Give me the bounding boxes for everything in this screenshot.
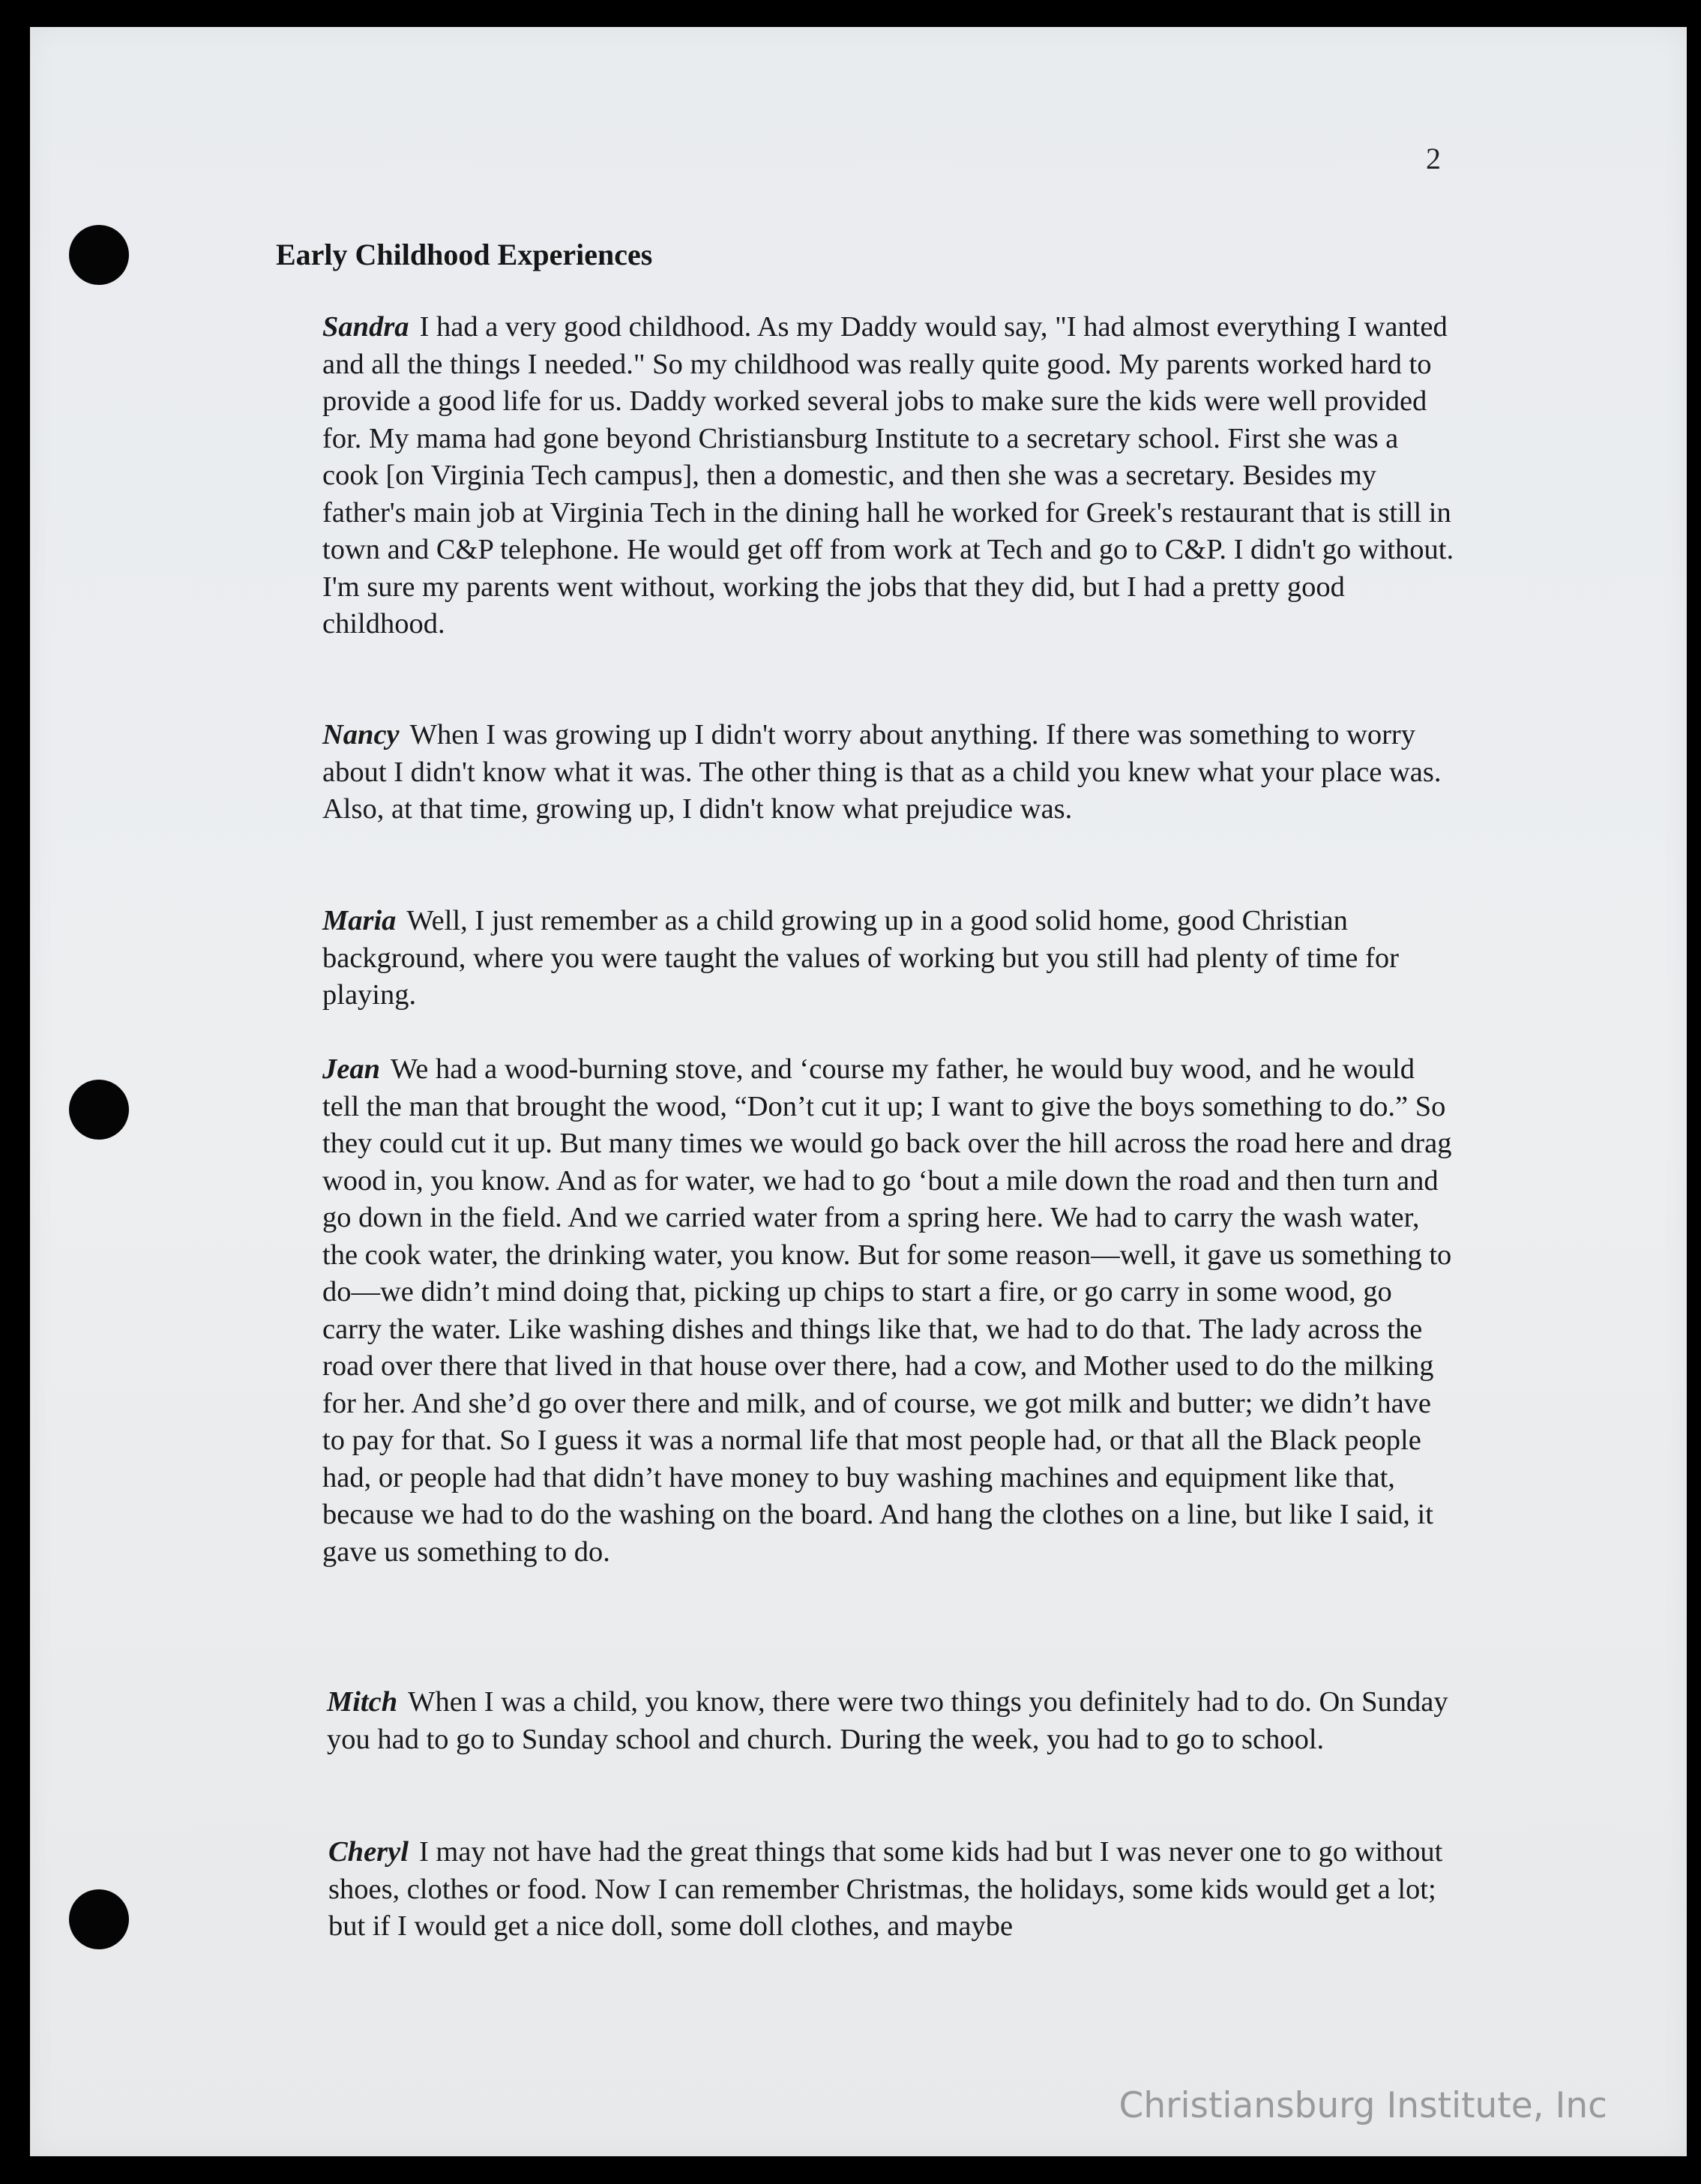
speaker-name: Sandra: [322, 311, 409, 343]
paragraph-maria: [322, 903, 1454, 1014]
binder-hole-middle: [69, 1080, 129, 1140]
paragraph-text: When I was growing up I didn't worry about anything. If there was something to worry about I didn't know what it was. The other thing is that as a child you knew what your place was. Also, at that time, growing up, I didn't know what prejudice was.: [322, 719, 1442, 825]
paragraph-text: I had a very good childhood. As my Daddy would say, "I had almost everything I wanted and all the things I needed." So my childhood was really quite good. My parents worked hard to provide a good life for us. Daddy worked several jobs to make sure the kids were well provided for. My mama had gone beyond Christiansburg Institute to a secretary school. First she was a cook [on Virginia Tech campus], then a domestic, and then she was a secretary. Besides my father's main job at Virginia Tech in the dining hall he worked for Greek's restaurant that is still in town and C&P telephone. He would get off from work at Tech and go to C&P. I didn't go without. I'm sure my parents went without, working the jobs that they did, but I had a pretty good childhood.: [322, 311, 1454, 640]
section-title: Early Childhood Experiences: [276, 238, 653, 271]
paragraph-nancy: [322, 717, 1454, 828]
paragraph-text: Well, I just remember as a child growing up in a good solid home, good Christian background, where you were taught the values of working but you still had plenty of time for playing.: [322, 905, 1399, 1011]
watermark: Christiansburg Institute, Inc: [1119, 2085, 1607, 2126]
paragraph-jean: [322, 1051, 1454, 1571]
page-number: 2: [1426, 142, 1441, 175]
paragraph-text: We had a wood-burning stove, and ‘course my father, he would buy wood, and he would tell the man that brought the wood, “Don’t cut it up; I want to give the boys something to do.” So they could cut it up. But many times we would go back over the hill across the road here and drag wood in, you know. And as for water, we had to go ‘bout a mile down the road and then turn and go down in the field. And we carried water from a spring here. We had to carry the wash water, the cook water, the drinking water, you know. But for some reason—well, it gave us something to do—we didn’t mind doing that, picking up chips to start a fire, or go carry in some wood, go carry the water. Like washing dishes and things like that, we had to do that. The lady across the road over there that lived in that house over there, had a cow, and Mother used to do the milking for her. And she’d go over there and milk, and of course, we got milk and butter; we didn’t have to pay for that. So I guess it was a normal life that most people had, or that all the Black people had, or people had that didn’t have money to buy washing machines and equipment like that, because we had to do the washing on the board. And hang the clothes on a line, but like I said, it gave us something to do.: [322, 1053, 1452, 1568]
paragraph-text: I may not have had the great things that some kids had but I was never one to go without shoes, clothes or food. Now I can remember Christmas, the holidays, some kids would get a lot; but if I would get a nice doll, some doll clothes, and maybe: [328, 1836, 1443, 1942]
paragraph-mitch: [327, 1684, 1459, 1758]
speaker-name: Maria: [322, 905, 397, 936]
binder-hole-bottom: [69, 1889, 129, 1949]
speaker-name: Cheryl: [328, 1836, 409, 1868]
speaker-name: Nancy: [322, 719, 400, 750]
paragraph-cheryl: [328, 1834, 1460, 1946]
paragraph-text: When I was a child, you know, there were two things you definitely had to do. On Sunday you had to go to Sunday school and church. During the week, you had to go to school.: [327, 1686, 1448, 1755]
document-page: [30, 27, 1687, 2156]
binder-hole-top: [69, 225, 129, 285]
speaker-name: Jean: [322, 1053, 380, 1085]
speaker-name: Mitch: [327, 1686, 398, 1718]
paragraph-sandra: [322, 309, 1454, 643]
